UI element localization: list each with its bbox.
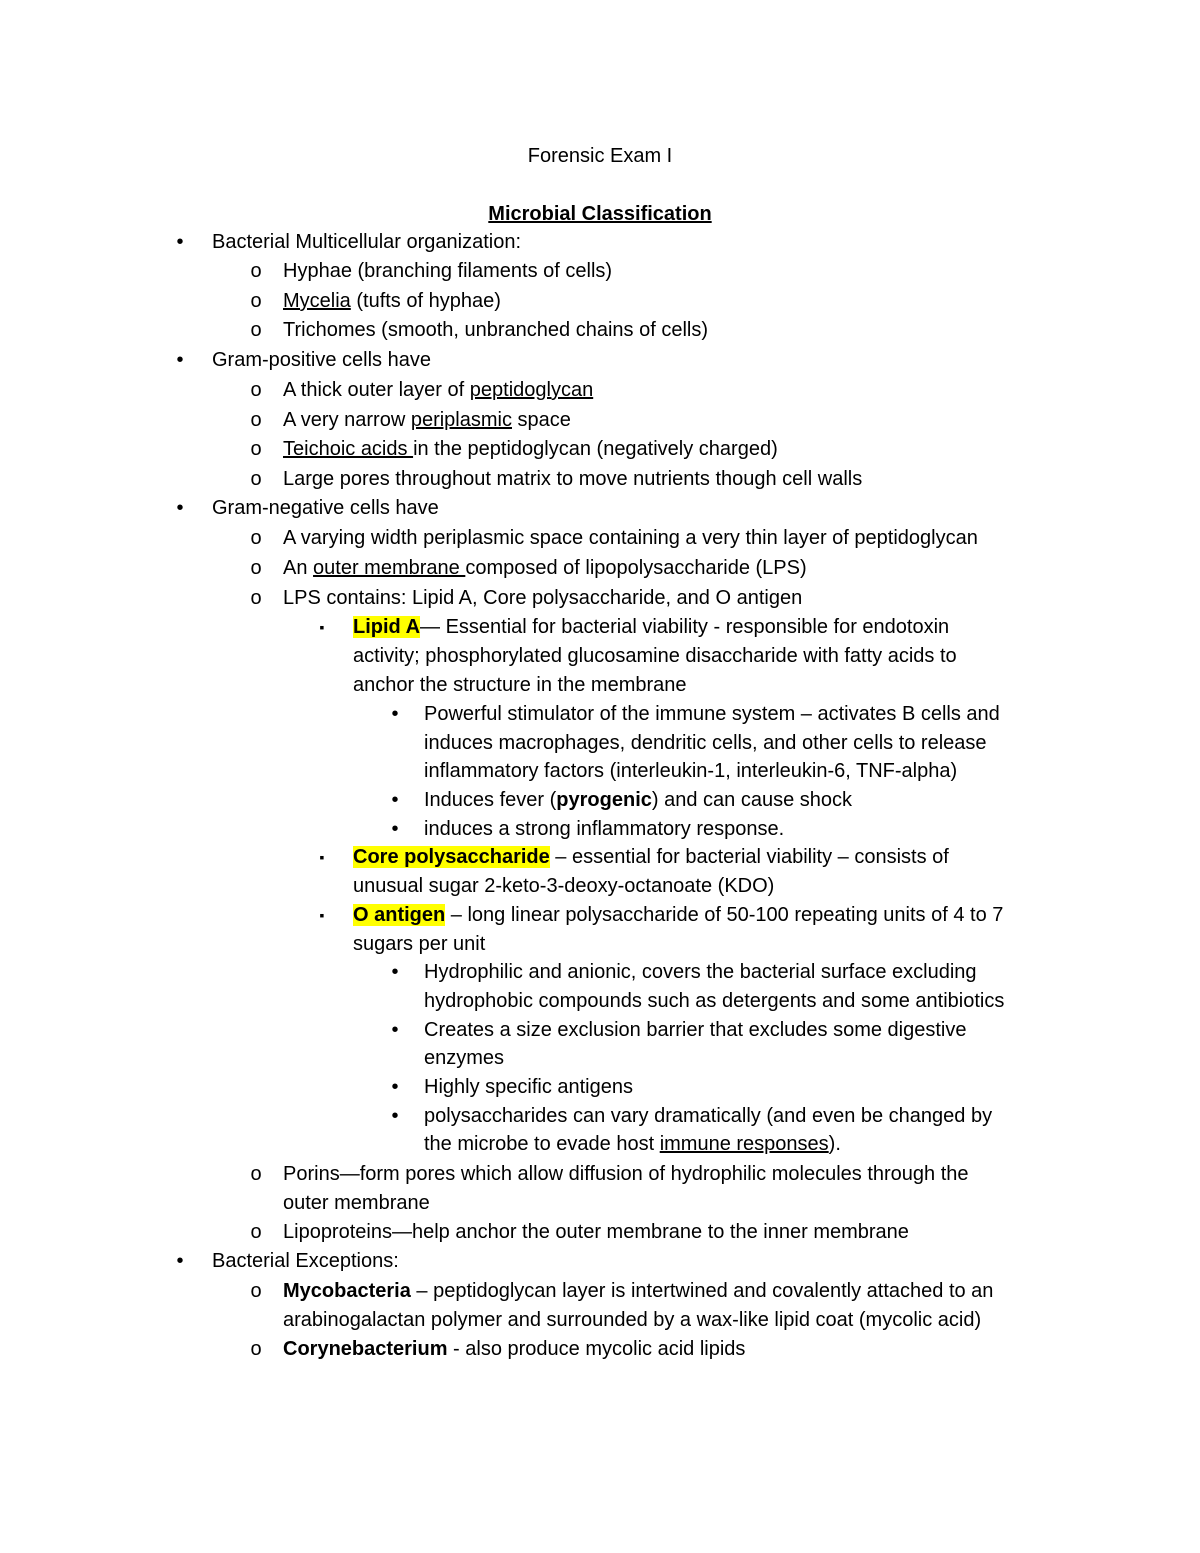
section-heading: Microbial Classification bbox=[488, 203, 712, 225]
list-item: Hyphae (branching filaments of cells) bbox=[283, 260, 613, 282]
underlined-term: peptidoglycan bbox=[469, 379, 594, 401]
bullet-marker: • bbox=[176, 497, 184, 519]
list-item: Porins—form pores which allow diffusion of hydrophilic molecules through the bbox=[283, 1163, 969, 1185]
circle-marker: o bbox=[250, 319, 262, 341]
bullet-marker: • bbox=[391, 703, 399, 725]
bold-term: pyrogenic bbox=[556, 789, 652, 811]
list-item-continuation: inflammatory factors (interleukin-1, interleukin-6, TNF-alpha) bbox=[424, 760, 958, 782]
list-item-continuation: sugars per unit bbox=[353, 933, 486, 955]
circle-marker: o bbox=[250, 379, 262, 401]
square-marker: ▪ bbox=[319, 619, 325, 635]
highlighted-term: O antigen bbox=[353, 904, 446, 926]
list-item: Trichomes (smooth, unbranched chains of cells) bbox=[283, 319, 708, 341]
list-item: polysaccharides can vary dramatically (and even be changed by bbox=[424, 1105, 993, 1127]
list-item bbox=[283, 435, 778, 464]
bullet-marker: • bbox=[176, 349, 184, 371]
list-item-continuation bbox=[424, 1130, 841, 1159]
bullet-marker: • bbox=[391, 818, 399, 840]
list-item-continuation: arabinogalactan polymer and surrounded by a wax-like lipid coat (mycolic acid) bbox=[283, 1309, 982, 1331]
text-run: Induces fever ( bbox=[424, 789, 557, 811]
text-run: in the peptidoglycan (negatively charged) bbox=[413, 438, 778, 460]
underlined-term: Teichoic acids bbox=[283, 438, 414, 460]
text-run: – long linear polysaccharide of 50-100 repeating units of 4 to 7 bbox=[445, 904, 1004, 926]
circle-marker: o bbox=[250, 587, 262, 609]
text-run: (tufts of hyphae) bbox=[350, 290, 501, 312]
circle-marker: o bbox=[250, 1338, 262, 1360]
circle-marker: o bbox=[250, 468, 262, 490]
underlined-term: outer membrane bbox=[313, 557, 466, 579]
list-item bbox=[424, 786, 852, 815]
list-item bbox=[353, 613, 949, 642]
list-item-continuation: hydrophobic compounds such as detergents and some antibiotics bbox=[424, 990, 1005, 1012]
text-run: the microbe to evade host bbox=[424, 1133, 660, 1155]
list-item bbox=[283, 406, 571, 435]
document-title: Forensic Exam I bbox=[527, 145, 673, 167]
list-item: Bacterial Multicellular organization: bbox=[212, 231, 522, 253]
highlighted-term: Core polysaccharide bbox=[353, 846, 550, 868]
circle-marker: o bbox=[250, 1221, 262, 1243]
list-item: Hydrophilic and anionic, covers the bacterial surface excluding bbox=[424, 961, 977, 983]
text-run: An bbox=[283, 557, 314, 579]
list-item-continuation: unusual sugar 2-keto-3-deoxy-octanoate (KDO) bbox=[353, 875, 775, 897]
list-item bbox=[353, 843, 949, 872]
bullet-marker: • bbox=[391, 1019, 399, 1041]
text-run: A thick outer layer of bbox=[283, 379, 470, 401]
circle-marker: o bbox=[250, 557, 262, 579]
text-run: – peptidoglycan layer is intertwined and covalently attached to an bbox=[410, 1280, 994, 1302]
list-item bbox=[283, 1277, 993, 1306]
list-item: A varying width periplasmic space containing a very thin layer of peptidoglycan bbox=[283, 527, 978, 549]
list-item bbox=[353, 901, 1003, 930]
text-run: ). bbox=[828, 1133, 841, 1155]
bullet-marker: • bbox=[176, 231, 184, 253]
list-item: Large pores throughout matrix to move nutrients though cell walls bbox=[283, 468, 863, 490]
text-run: A very narrow bbox=[283, 409, 411, 431]
text-run: space bbox=[511, 409, 571, 431]
text-run: — Essential for bacterial viability - responsible for endotoxin bbox=[420, 616, 950, 638]
list-item bbox=[283, 287, 501, 316]
list-item: LPS contains: Lipid A, Core polysaccharide, and O antigen bbox=[283, 587, 803, 609]
list-item-continuation: anchor the structure in the membrane bbox=[353, 674, 687, 696]
list-item bbox=[283, 1335, 745, 1364]
text-run: - also produce mycolic acid lipids bbox=[447, 1338, 746, 1360]
highlighted-term: Lipid A bbox=[353, 616, 421, 638]
circle-marker: o bbox=[250, 290, 262, 312]
list-item bbox=[283, 554, 807, 583]
circle-marker: o bbox=[250, 1280, 262, 1302]
underlined-term: periplasmic bbox=[410, 409, 512, 431]
list-item-continuation: enzymes bbox=[424, 1047, 505, 1069]
list-item: Bacterial Exceptions: bbox=[212, 1250, 399, 1272]
list-item: Gram-positive cells have bbox=[212, 349, 431, 371]
bullet-marker: • bbox=[391, 1076, 399, 1098]
bold-term: Mycobacteria bbox=[283, 1280, 411, 1302]
text-run: composed of lipopolysaccharide (LPS) bbox=[465, 557, 807, 579]
square-marker: ▪ bbox=[319, 849, 325, 865]
bullet-marker: • bbox=[391, 1105, 399, 1127]
circle-marker: o bbox=[250, 409, 262, 431]
bullet-marker: • bbox=[391, 961, 399, 983]
circle-marker: o bbox=[250, 438, 262, 460]
list-item: Gram-negative cells have bbox=[212, 497, 439, 519]
bullet-marker: • bbox=[176, 1250, 184, 1272]
list-item-continuation: induces macrophages, dendritic cells, and other cells to release bbox=[424, 732, 987, 754]
bold-term: Corynebacterium bbox=[283, 1338, 448, 1360]
text-run: – essential for bacterial viability – consists of bbox=[549, 846, 949, 868]
list-item-continuation: outer membrane bbox=[283, 1192, 430, 1214]
circle-marker: o bbox=[250, 1163, 262, 1185]
list-item: Creates a size exclusion barrier that excludes some digestive bbox=[424, 1019, 967, 1041]
square-marker: ▪ bbox=[319, 907, 325, 923]
underlined-term: Mycelia bbox=[283, 290, 351, 312]
circle-marker: o bbox=[250, 260, 262, 282]
text-run: ) and can cause shock bbox=[651, 789, 852, 811]
bullet-marker: • bbox=[391, 789, 399, 811]
circle-marker: o bbox=[250, 527, 262, 549]
list-item: Powerful stimulator of the immune system – activates B cells and bbox=[424, 703, 1000, 725]
list-item-continuation: activity; phosphorylated glucosamine disaccharide with fatty acids to bbox=[353, 645, 957, 667]
list-item bbox=[283, 376, 593, 405]
list-item: Lipoproteins—help anchor the outer membrane to the inner membrane bbox=[283, 1221, 909, 1243]
list-item: Highly specific antigens bbox=[424, 1076, 633, 1098]
underlined-term: immune responses bbox=[659, 1133, 829, 1155]
list-item: induces a strong inflammatory response. bbox=[424, 818, 785, 840]
